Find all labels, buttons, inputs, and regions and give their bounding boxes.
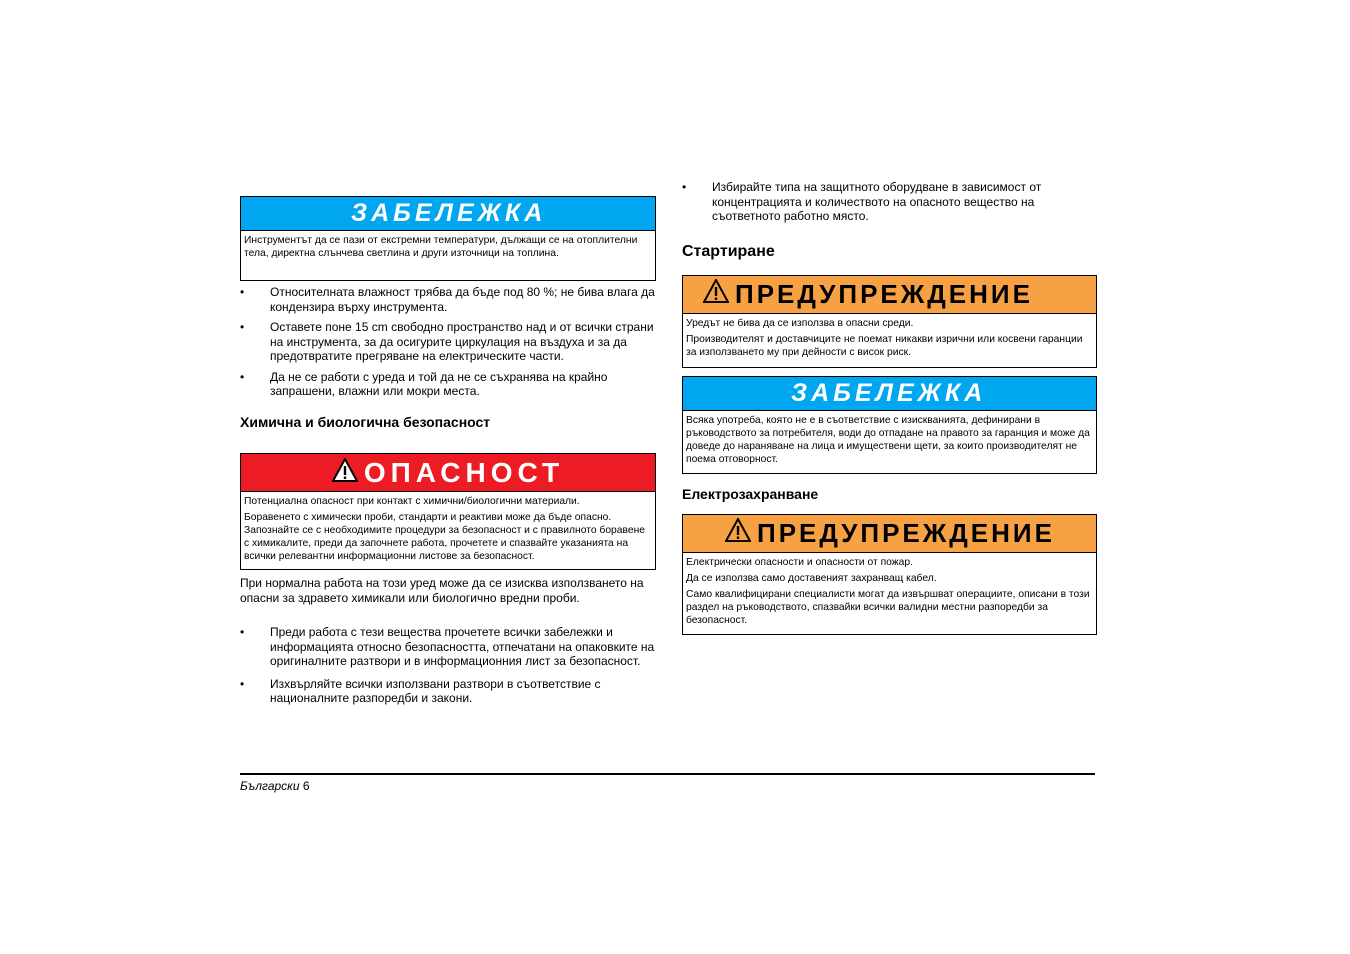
bullet-icon: •	[240, 369, 245, 384]
warning-title: ПРЕДУПРЕЖДЕНИЕ	[735, 279, 1033, 309]
bullet-icon: •	[240, 625, 245, 639]
note-box-temperature	[240, 196, 656, 281]
danger-title: ОПАСНОСТ	[363, 456, 565, 488]
bullet-icon: •	[240, 676, 245, 691]
warning-body	[683, 314, 1096, 365]
danger-body	[241, 492, 655, 569]
warning-header	[683, 515, 1096, 553]
warning-body	[683, 553, 1096, 633]
warning-triangle-icon	[725, 518, 751, 549]
warning-header	[683, 276, 1096, 314]
warning-line: Само квалифицирани специалисти могат да извършват операциите, описани в този раздел на ръководството, спазвайки всички валидни местни разпоредби за безопасност.	[686, 589, 1090, 626]
footer-language: Български	[240, 779, 300, 793]
bullet-icon: •	[240, 320, 245, 334]
note-body	[683, 411, 1096, 472]
list-item: • Да не се работи с уреда и той да не се съхранява на крайно запрашени, влажни или мокри места.	[240, 369, 608, 398]
page-number: 6	[302, 779, 310, 793]
warning-line: Уредът не бива да се използва в опасни среди.	[686, 318, 914, 329]
list-item: • Изхвърляйте всички използвани разтвори в съответствие с националните разпоредби и закони.	[240, 676, 601, 705]
warning-line: Производителят и доставчиците не поемат никакви изрични или косвени гаранции за използването му при дейности с висок риск.	[686, 334, 1083, 358]
environment-bullet-list	[240, 285, 656, 405]
warning-triangle-icon	[703, 279, 729, 310]
list-item: • Оставете поне 15 cm свободно пространство над и от всички страни на инструмента, за да осигурите циркулация на въздуха и за да предотвратите прегряване на електрическите части.	[240, 320, 654, 363]
list-item: • Относителната влажност трябва да бъде под 80 %; не бива влага да кондензира върху инструмента.	[240, 285, 655, 314]
chemical-bullet-list	[240, 625, 656, 712]
note-body	[241, 231, 655, 266]
section-heading-chemical-safety: Химична и биологична безопасност	[240, 414, 491, 430]
list-item: • Избирайте типа на защитното оборудване в зависимост от концентрацията и количеството на опасното вещество на съответното работно място.	[682, 180, 1042, 223]
danger-line: Потенциална опасност при контакт с химични/биологични материали.	[244, 496, 580, 507]
page-footer	[240, 779, 310, 793]
bullet-icon: •	[682, 180, 687, 194]
section-heading-startup: Стартиране	[682, 243, 775, 260]
warning-line: Да се използва само доставеният захранващ кабел.	[686, 573, 937, 584]
warning-line: Електрически опасности и опасности от пожар.	[686, 557, 913, 568]
danger-line: Боравенето с химически проби, стандарти и реактиви може да бъде опасно. Запознайте се с необходимите процедури за безопасност и с правилното боравене с химикалите, преди да започнете работа, прочетете и спазвайте указанията на всички релевантни информационни листове за безопасност.	[244, 512, 645, 562]
warning-title: ПРЕДУПРЕЖДЕНИЕ	[757, 518, 1055, 548]
note-text: Инструментът да се пази от екстремни температури, дължащи се на отоплителни тела, директна слънчева светлина и други източници на топлина.	[244, 235, 638, 259]
note-header: ЗАБЕЛЕЖКА	[683, 377, 1096, 411]
warning-triangle-icon	[332, 457, 358, 489]
danger-header	[241, 454, 655, 492]
warning-box-hazardous	[682, 275, 1097, 368]
list-item: • Преди работа с тези вещества прочетете всички забележки и информацията относно безопасността, отпечатани на опаковките на оригиналните разтвори и в информационния лист за безопасност.	[240, 625, 655, 668]
chemical-paragraph: При нормална работа на този уред може да се изисква използването на опасни за здравето химикали или биологично вредни проби.	[240, 576, 644, 605]
warning-box-electrical	[682, 514, 1097, 635]
protective-equipment-bullet-list	[682, 180, 1097, 230]
note-box-warranty	[682, 376, 1097, 474]
danger-box	[240, 453, 656, 570]
note-header: ЗАБЕЛЕЖКА	[241, 197, 655, 231]
note-text: Всяка употреба, която не е в съответствие с изискванията, дефинирани в ръководството за потребителя, води до отпадане на правото за гаранция и може да доведе до нараняване на лица и имуществени щети, за които производителят не поема отговорност.	[686, 415, 1090, 465]
section-heading-power-supply: Електрозахранване	[682, 486, 819, 502]
footer-divider	[240, 773, 1095, 775]
bullet-icon: •	[240, 285, 245, 299]
